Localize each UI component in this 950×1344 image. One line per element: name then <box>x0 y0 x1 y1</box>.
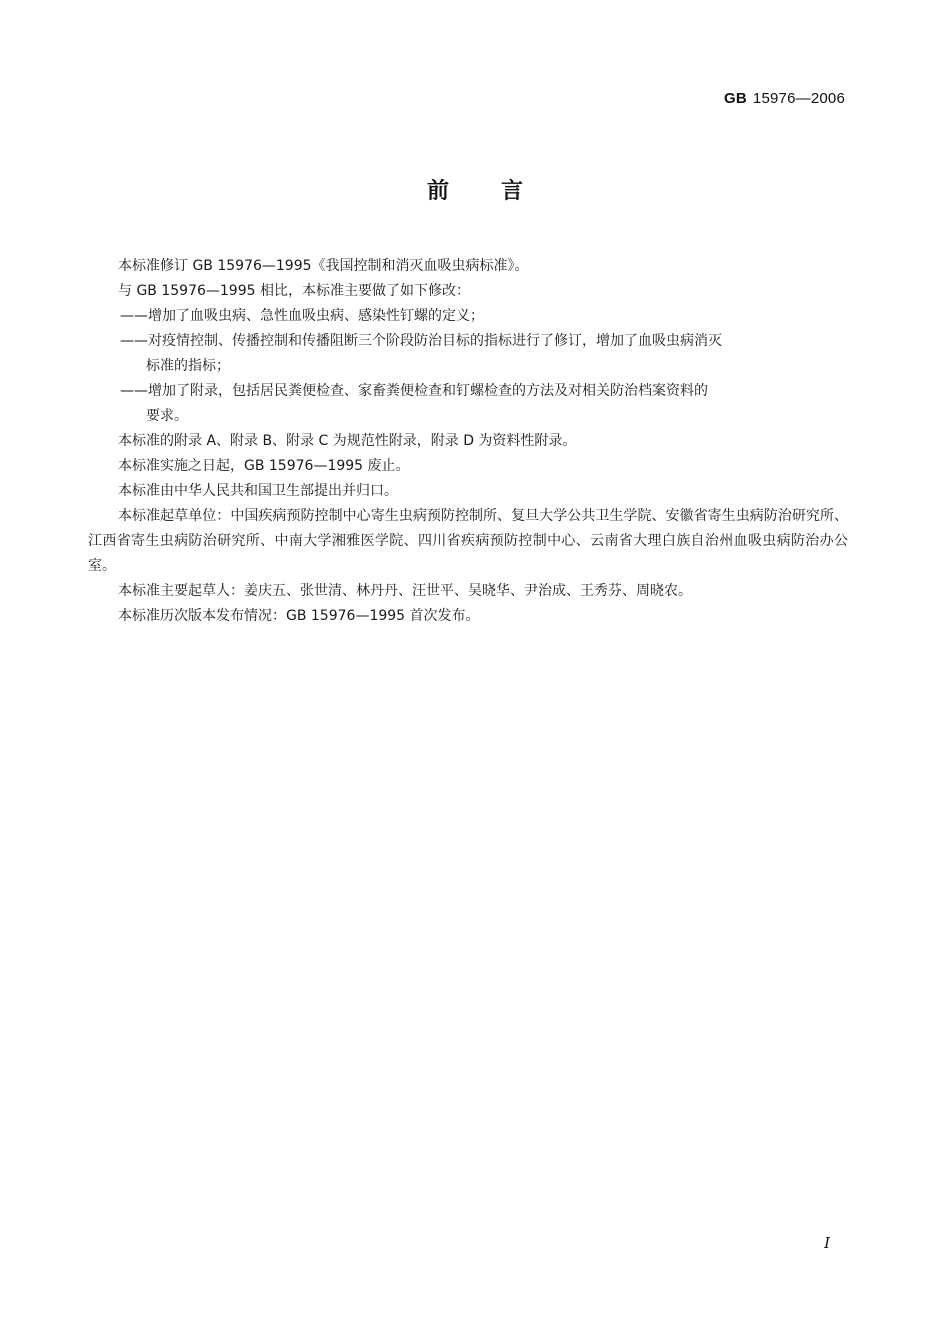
change-item-2-line-2: 标准的指标； <box>146 358 230 374</box>
change-item-2-line-1: ——对疫情控制、传播控制和传播阻断三个阶段防治目标的指标进行了修订，增加了血吸虫病消灭 <box>120 333 722 349</box>
change-item-3-line-2: 要求。 <box>146 408 188 424</box>
standard-code-header <box>724 90 845 107</box>
paragraph-appendices: 本标准的附录 A、附录 B、附录 C 为规范性附录，附录 D 为资料性附录。 <box>118 433 577 449</box>
page-title <box>0 174 950 205</box>
standard-prefix: GB <box>724 90 747 107</box>
paragraph-version-history: 本标准历次版本发布情况：GB 15976—1995 首次发布。 <box>118 608 480 624</box>
title-char-2: 言 <box>501 179 524 204</box>
paragraph-drafters: 本标准主要起草人：姜庆五、张世清、林丹丹、汪世平、吴晓华、尹治成、王秀芬、周晓农。 <box>118 583 692 599</box>
paragraph-drafting-units: 本标准起草单位：中国疾病预防控制中心寄生虫病预防控制所、复旦大学公共卫生学院、安徽省寄生虫病防治研究所、江西省寄生虫病防治研究所、中南大学湘雅医学院、四川省疾病预防控制中心、云南省大理白族自治州血吸虫病防治办公室。 <box>88 508 848 574</box>
standard-number: 15976—2006 <box>752 90 845 107</box>
paragraph-proposer: 本标准由中华人民共和国卫生部提出并归口。 <box>118 483 398 499</box>
change-item-3-line-1: ——增加了附录，包括居民粪便检查、家畜粪便检查和钉螺检查的方法及对相关防治档案资料的 <box>120 383 708 399</box>
foreword-body <box>88 254 848 629</box>
page-number: I <box>824 1234 830 1252</box>
paragraph-revision: 本标准修订 GB 15976—1995《我国控制和消灭血吸虫病标准》。 <box>118 258 529 274</box>
change-item-1: ——增加了血吸虫病、急性血吸虫病、感染性钉螺的定义； <box>120 308 484 324</box>
paragraph-changes-intro: 与 GB 15976—1995 相比，本标准主要做了如下修改： <box>118 283 470 299</box>
paragraph-supersede: 本标准实施之日起，GB 15976—1995 废止。 <box>118 458 410 474</box>
title-char-1: 前 <box>426 179 449 204</box>
